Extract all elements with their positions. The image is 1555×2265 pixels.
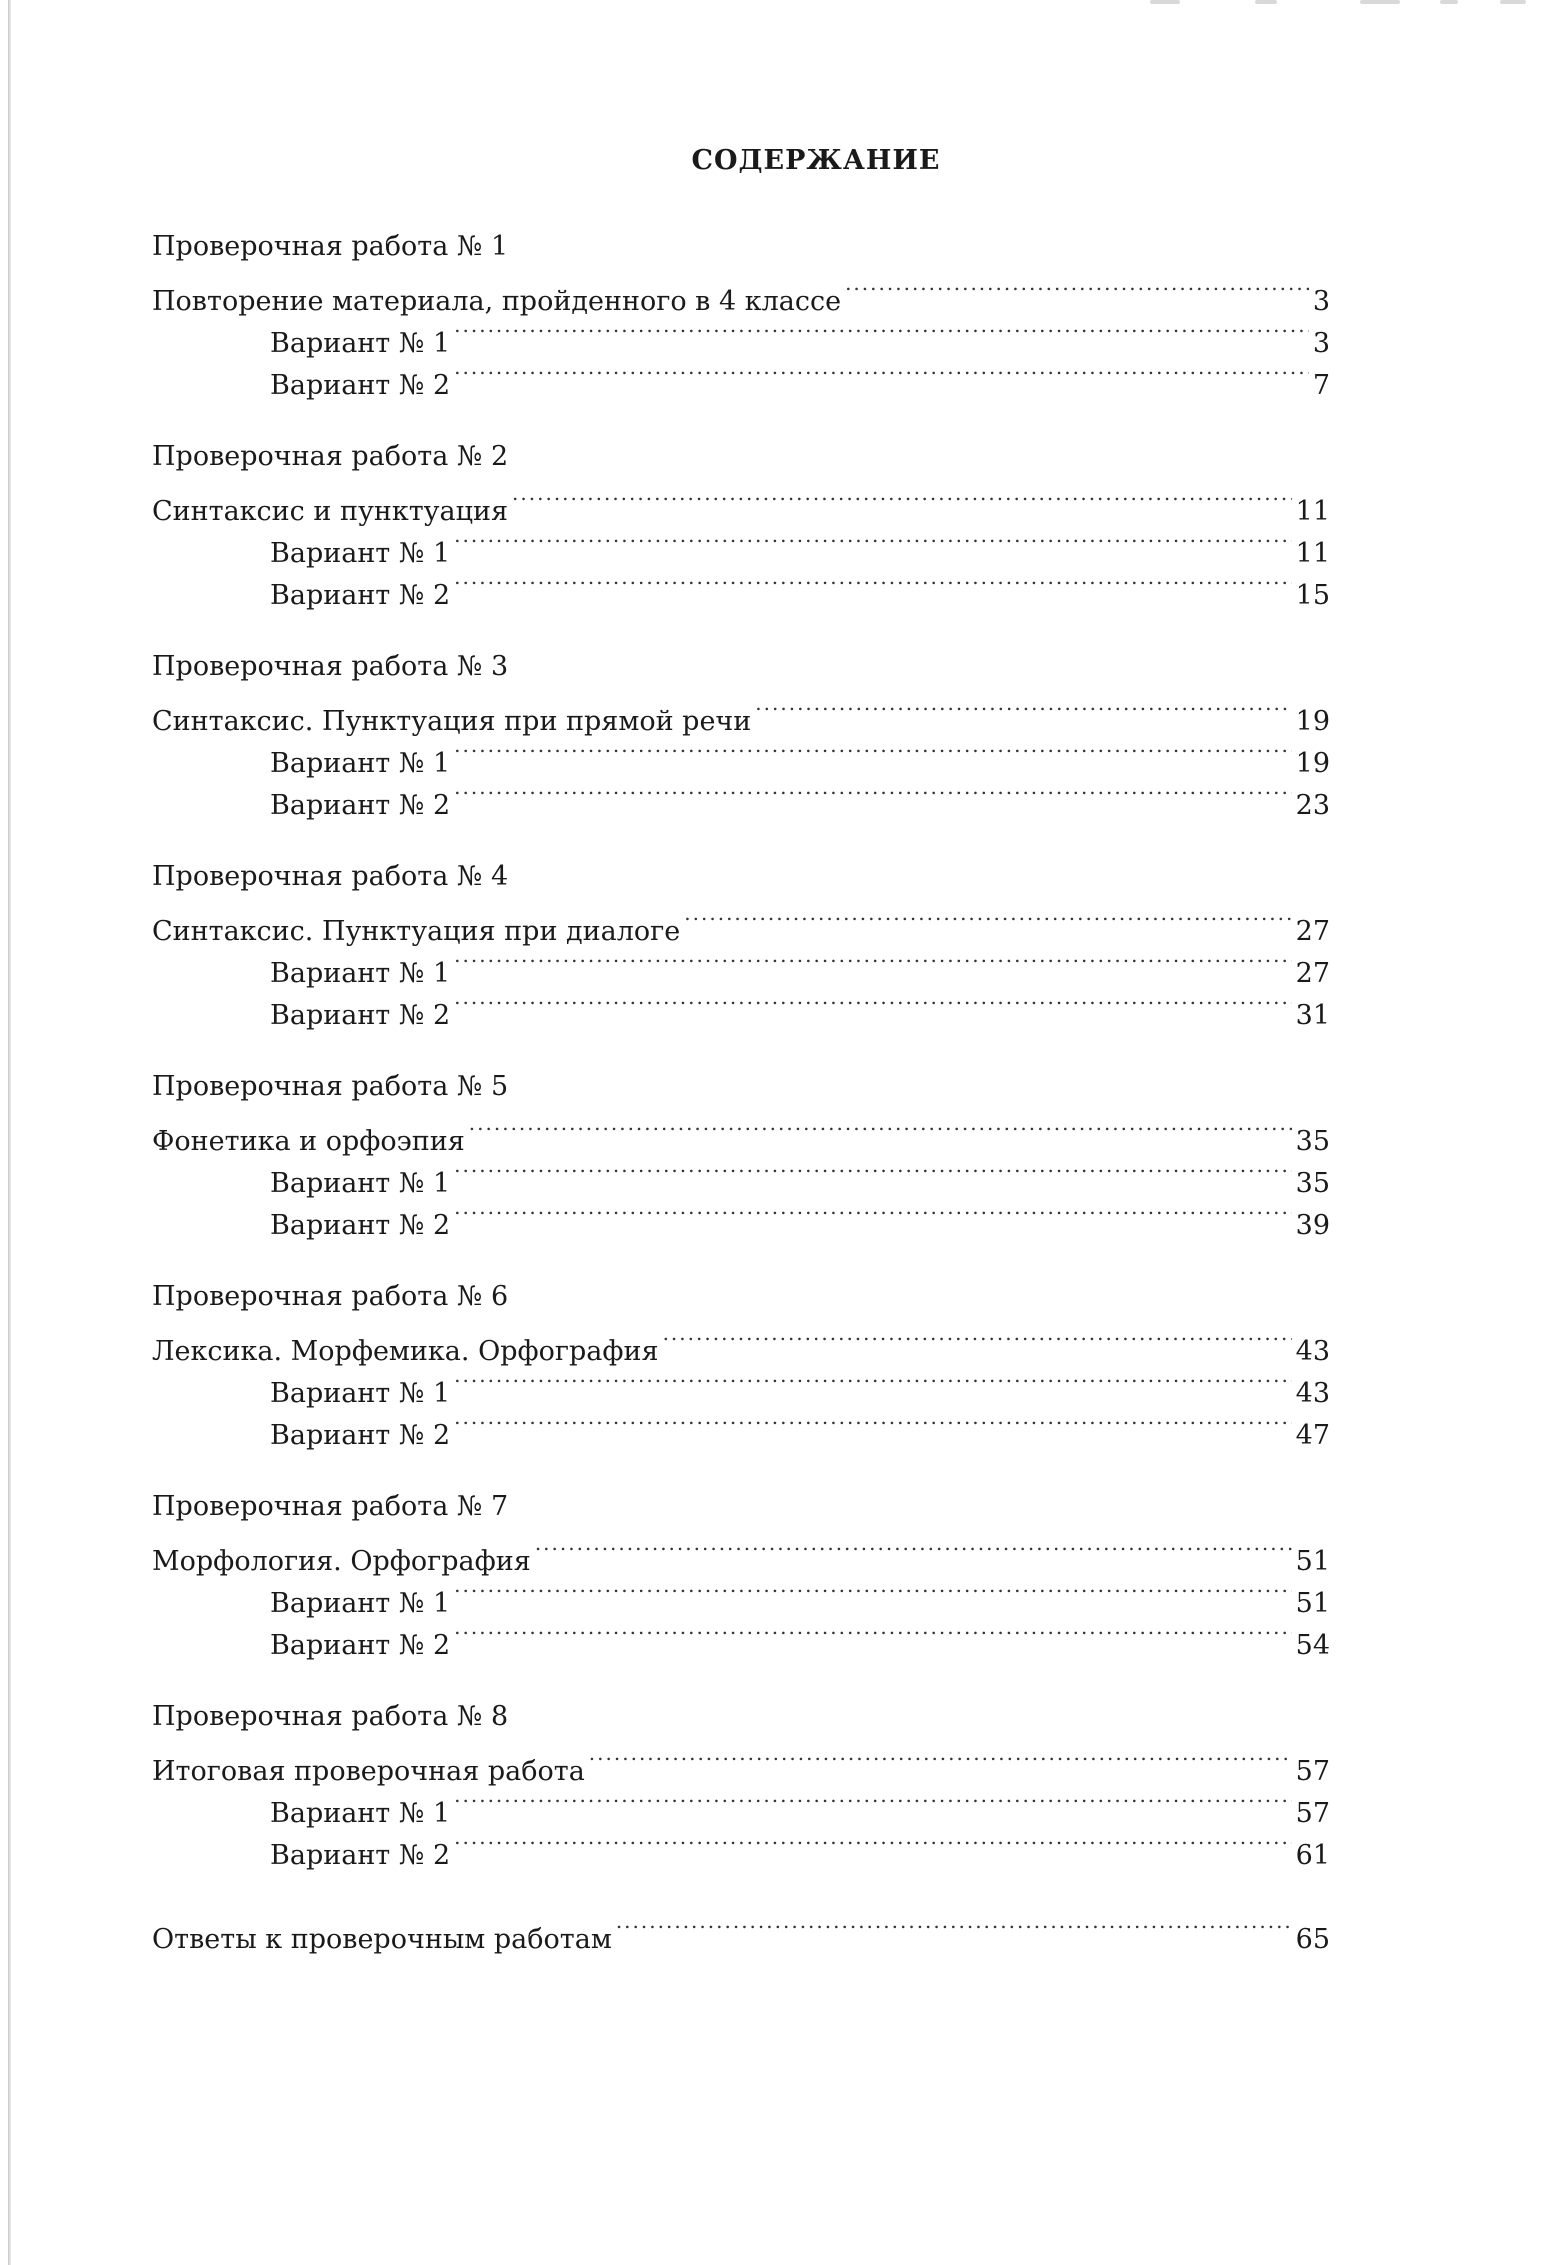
section-heading: Проверочная работа № 1 — [152, 231, 509, 262]
toc-page-number: 65 — [1295, 1924, 1330, 1955]
toc-section — [152, 1066, 1330, 1241]
toc-entry-label: Вариант № 1 — [270, 1798, 451, 1829]
toc-entry-label: Итоговая проверочная работа — [152, 1756, 585, 1787]
section-heading: Проверочная работа № 7 — [152, 1491, 509, 1522]
toc-page-number: 35 — [1295, 1168, 1330, 1199]
dot-leader — [535, 1528, 1292, 1570]
toc-entry-topic[interactable] — [152, 1318, 1330, 1367]
dot-leader — [454, 1192, 1292, 1234]
dot-leader — [454, 730, 1292, 772]
toc-entry-answers[interactable] — [152, 1906, 1330, 1955]
dot-leader — [454, 1150, 1292, 1192]
toc-entry-label: Синтаксис. Пунктуация при прямой речи — [152, 706, 752, 737]
toc-entry-label: Вариант № 1 — [270, 1378, 451, 1409]
toc-entry-label: Вариант № 1 — [270, 1588, 451, 1619]
toc-page-number: 51 — [1295, 1546, 1330, 1577]
toc-entry-topic[interactable] — [152, 1108, 1330, 1157]
dot-leader — [454, 1360, 1292, 1402]
toc-entry-label: Вариант № 2 — [270, 580, 451, 611]
toc-page-number: 43 — [1295, 1336, 1330, 1367]
dot-leader — [454, 1612, 1292, 1654]
toc-entry-label: Синтаксис и пунктуация — [152, 496, 509, 527]
toc-page-number: 15 — [1295, 580, 1330, 611]
toc-page-number: 19 — [1295, 748, 1330, 779]
toc-entry-label: Повторение материала, пройденного в 4 классе — [152, 286, 842, 317]
toc-section — [152, 226, 1330, 401]
toc-page-number: 35 — [1295, 1126, 1330, 1157]
toc-page-number: 54 — [1295, 1630, 1330, 1661]
toc-page-number: 3 — [1312, 328, 1330, 359]
scan-mark — [1500, 0, 1526, 4]
toc-page-number: 3 — [1312, 286, 1330, 317]
section-heading: Проверочная работа № 3 — [152, 651, 509, 682]
dot-leader — [512, 478, 1292, 520]
dot-leader — [684, 898, 1291, 940]
section-heading: Проверочная работа № 2 — [152, 441, 509, 472]
toc-entry-label: Вариант № 2 — [270, 1000, 451, 1031]
section-heading: Проверочная работа № 6 — [152, 1281, 509, 1312]
toc-page-number: 57 — [1295, 1756, 1330, 1787]
toc-page-number: 19 — [1295, 706, 1330, 737]
dot-leader — [454, 982, 1292, 1024]
toc-page-number: 47 — [1295, 1420, 1330, 1451]
table-of-contents — [152, 145, 1330, 1955]
toc-entry-label: Вариант № 2 — [270, 790, 451, 821]
dot-leader — [469, 1108, 1292, 1150]
dot-leader — [454, 310, 1309, 352]
section-heading: Проверочная работа № 8 — [152, 1701, 509, 1732]
toc-page-number: 23 — [1295, 790, 1330, 821]
dot-leader — [454, 352, 1309, 394]
toc-page-number: 51 — [1295, 1588, 1330, 1619]
dot-leader — [454, 1402, 1292, 1444]
toc-entry-label: Лексика. Морфемика. Орфография — [152, 1336, 659, 1367]
toc-page-number: 11 — [1295, 496, 1330, 527]
toc-section — [152, 1486, 1330, 1661]
toc-entry-topic[interactable] — [152, 688, 1330, 737]
toc-page-number: 31 — [1295, 1000, 1330, 1031]
page-title: СОДЕРЖАНИЕ — [691, 145, 941, 176]
dot-leader — [454, 1822, 1292, 1864]
toc-entry-label: Вариант № 2 — [270, 1420, 451, 1451]
toc-entry-topic[interactable] — [152, 1738, 1330, 1787]
toc-page-number: 27 — [1295, 916, 1330, 947]
toc-section — [152, 1696, 1330, 1871]
dot-leader — [845, 268, 1309, 310]
scan-mark — [1360, 0, 1400, 4]
toc-entry-label: Вариант № 2 — [270, 1630, 451, 1661]
toc-sections — [152, 226, 1330, 1871]
scan-mark — [1150, 0, 1180, 4]
toc-entry-topic[interactable] — [152, 1528, 1330, 1577]
toc-page-number: 7 — [1312, 370, 1330, 401]
dot-leader — [454, 772, 1292, 814]
toc-section — [152, 856, 1330, 1031]
scan-page-edge — [8, 0, 11, 2265]
dot-leader — [589, 1738, 1292, 1780]
toc-entry-label: Вариант № 1 — [270, 958, 451, 989]
toc-page-number: 11 — [1295, 538, 1330, 569]
toc-section — [152, 646, 1330, 821]
dot-leader — [454, 1570, 1292, 1612]
dot-leader — [454, 940, 1292, 982]
toc-entry-label: Ответы к проверочным работам — [152, 1924, 612, 1955]
toc-entry-label: Вариант № 2 — [270, 1210, 451, 1241]
toc-entry-label: Вариант № 2 — [270, 370, 451, 401]
toc-entry-label: Синтаксис. Пунктуация при диалоге — [152, 916, 681, 947]
toc-entry-topic[interactable] — [152, 898, 1330, 947]
toc-entry-label: Вариант № 1 — [270, 1168, 451, 1199]
toc-page-number: 27 — [1295, 958, 1330, 989]
toc-page-number: 61 — [1295, 1840, 1330, 1871]
toc-page-number: 57 — [1295, 1798, 1330, 1829]
toc-section — [152, 436, 1330, 611]
toc-entry-topic[interactable] — [152, 478, 1330, 527]
section-heading: Проверочная работа № 5 — [152, 1071, 509, 1102]
toc-entry-label: Фонетика и орфоэпия — [152, 1126, 465, 1157]
dot-leader — [616, 1906, 1292, 1948]
dot-leader — [755, 688, 1291, 730]
scan-mark — [1255, 0, 1277, 4]
toc-entry-label: Морфология. Орфография — [152, 1546, 531, 1577]
toc-entry-label: Вариант № 1 — [270, 538, 451, 569]
toc-entry-label: Вариант № 2 — [270, 1840, 451, 1871]
toc-page-number: 39 — [1295, 1210, 1330, 1241]
toc-page-number: 43 — [1295, 1378, 1330, 1409]
dot-leader — [663, 1318, 1292, 1360]
toc-entry-label: Вариант № 1 — [270, 328, 451, 359]
toc-entry-label: Вариант № 1 — [270, 748, 451, 779]
dot-leader — [454, 520, 1292, 562]
section-heading: Проверочная работа № 4 — [152, 861, 509, 892]
toc-section — [152, 1276, 1330, 1451]
dot-leader — [454, 562, 1292, 604]
dot-leader — [454, 1780, 1292, 1822]
scan-mark — [1440, 0, 1458, 4]
toc-entry-topic[interactable] — [152, 268, 1330, 317]
